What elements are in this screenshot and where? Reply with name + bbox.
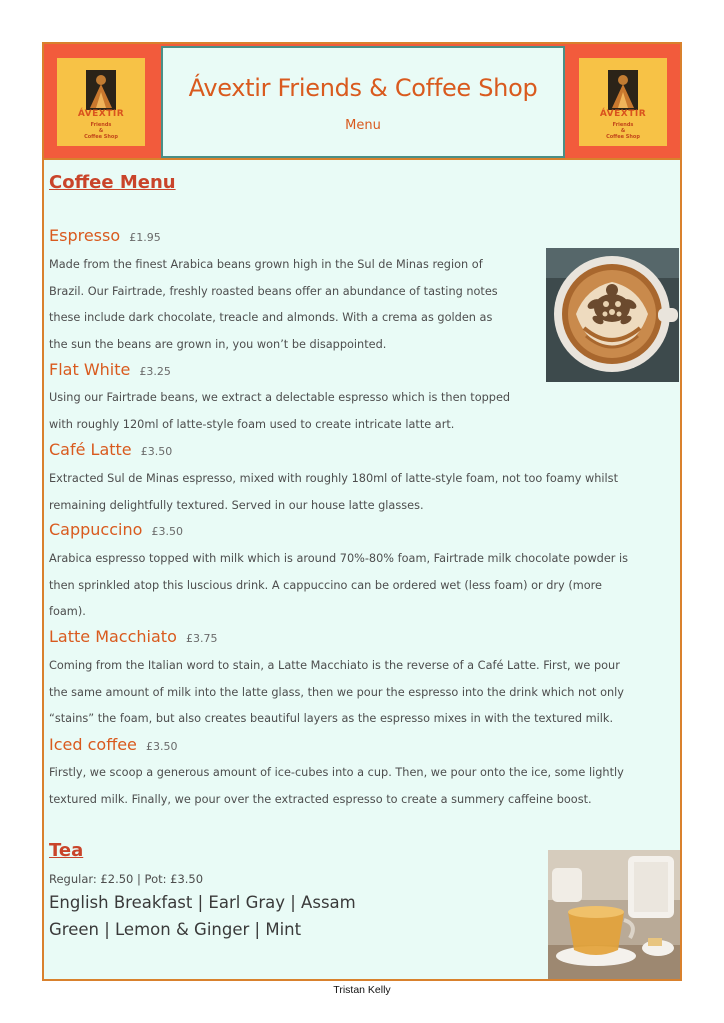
logo-left <box>57 58 145 146</box>
logo-right <box>579 58 667 146</box>
desc-line: these include dark chocolate, treacle and almonds. With a crema as golden as <box>49 311 493 324</box>
menu-subtitle: Menu <box>345 118 381 133</box>
logo-name: ÁVEXTIR <box>77 109 125 119</box>
item-name: Iced coffee <box>49 735 137 754</box>
desc-line: the same amount of milk into the latte glass, then we pour the espresso into the drink which not only <box>49 685 624 699</box>
tea-price-line: Regular: £2.50 | Pot: £3.50 <box>49 872 204 886</box>
desc-line: Arabica espresso topped with milk which is around 70%-80% foam, Fairtrade milk chocolate powder is <box>49 552 629 565</box>
menu-item-espresso <box>49 226 161 245</box>
volcano-logo-icon <box>86 70 116 110</box>
desc-line: the sun the beans are grown in, you won’t be disappointed. <box>49 337 387 351</box>
item-price: £3.75 <box>185 632 218 645</box>
menu-item-iced-coffee <box>49 735 178 754</box>
item-price: £1.95 <box>129 231 161 244</box>
logo-line3: Coffee Shop <box>84 134 118 140</box>
desc-line: Using our Fairtrade beans, we extract a delectable espresso which is then topped <box>49 391 511 404</box>
coffee-menu-heading: Coffee Menu <box>49 172 176 193</box>
item-price: £3.50 <box>146 740 178 753</box>
tea-varieties-line2: Green | Lemon & Ginger | Mint <box>49 920 302 939</box>
volcano-logo-icon <box>608 70 638 110</box>
item-name: Flat White <box>49 360 131 379</box>
shop-title: Ávextir Friends & Coffee Shop <box>188 74 538 102</box>
footer-author: Tristan Kelly <box>333 984 391 996</box>
desc-line: Made from the finest Arabica beans grown high in the Sul de Minas region of <box>49 258 483 271</box>
item-description <box>49 546 628 626</box>
desc-line: Extracted Sul de Minas espresso, mixed with roughly 180ml of latte-style foam, not too foamy whilst <box>49 472 618 485</box>
logo-line1: Friends <box>612 122 634 128</box>
item-description <box>49 653 624 733</box>
item-price: £3.25 <box>139 365 171 378</box>
item-price: £3.50 <box>140 445 173 458</box>
desc-line: Firstly, we scoop a generous amount of ice-cubes into a cup. Then, we pour onto the ice, some lightly <box>49 766 624 779</box>
logo-name: ÁVEXTIR <box>599 109 647 119</box>
menu-page <box>42 42 682 981</box>
item-name: Café Latte <box>49 440 132 459</box>
title-box <box>161 46 565 158</box>
desc-line: remaining delightfully textured. Served in our house latte glasses. <box>49 498 424 512</box>
header-band <box>44 44 680 160</box>
tea-varieties-line1: English Breakfast | Earl Gray | Assam <box>49 893 356 912</box>
item-name: Cappuccino <box>49 520 143 539</box>
item-name: Espresso <box>49 226 121 245</box>
tea-photo <box>548 850 680 979</box>
menu-item-latte-macchiato <box>49 627 217 646</box>
item-price: £3.50 <box>151 525 183 538</box>
tea-heading: Tea <box>49 840 84 861</box>
logo-line2: & <box>98 128 104 134</box>
item-description <box>49 385 510 438</box>
logo-line1: Friends <box>90 122 112 128</box>
item-description <box>49 252 498 358</box>
menu-item-cafe-latte <box>49 440 172 459</box>
latte-art-photo <box>546 248 679 382</box>
logo-line3: Coffee Shop <box>606 134 640 140</box>
menu-item-cappuccino <box>49 520 183 539</box>
desc-line: Brazil. Our Fairtrade, freshly roasted beans offer an abundance of tasting notes <box>49 284 498 298</box>
desc-line: “stains” the foam, but also creates beautiful layers as the espresso mixes in with the textured milk. <box>49 712 614 725</box>
desc-line: foam). <box>49 605 86 618</box>
item-description <box>49 466 618 519</box>
logo-line2: & <box>620 128 626 134</box>
desc-line: with roughly 120ml of latte-style foam used to create intricate latte art. <box>49 417 455 431</box>
desc-line: textured milk. Finally, we pour over the extracted espresso to create a summery caffeine boost. <box>49 792 592 806</box>
desc-line: Coming from the Italian word to stain, a Latte Macchiato is the reverse of a Café Latte. First, we pour <box>49 659 620 672</box>
item-description <box>49 760 624 813</box>
desc-line: then sprinkled atop this luscious drink. A cappuccino can be ordered wet (less foam) or dry (more <box>49 578 602 592</box>
item-name: Latte Macchiato <box>49 627 177 646</box>
menu-item-flat-white <box>49 360 171 379</box>
